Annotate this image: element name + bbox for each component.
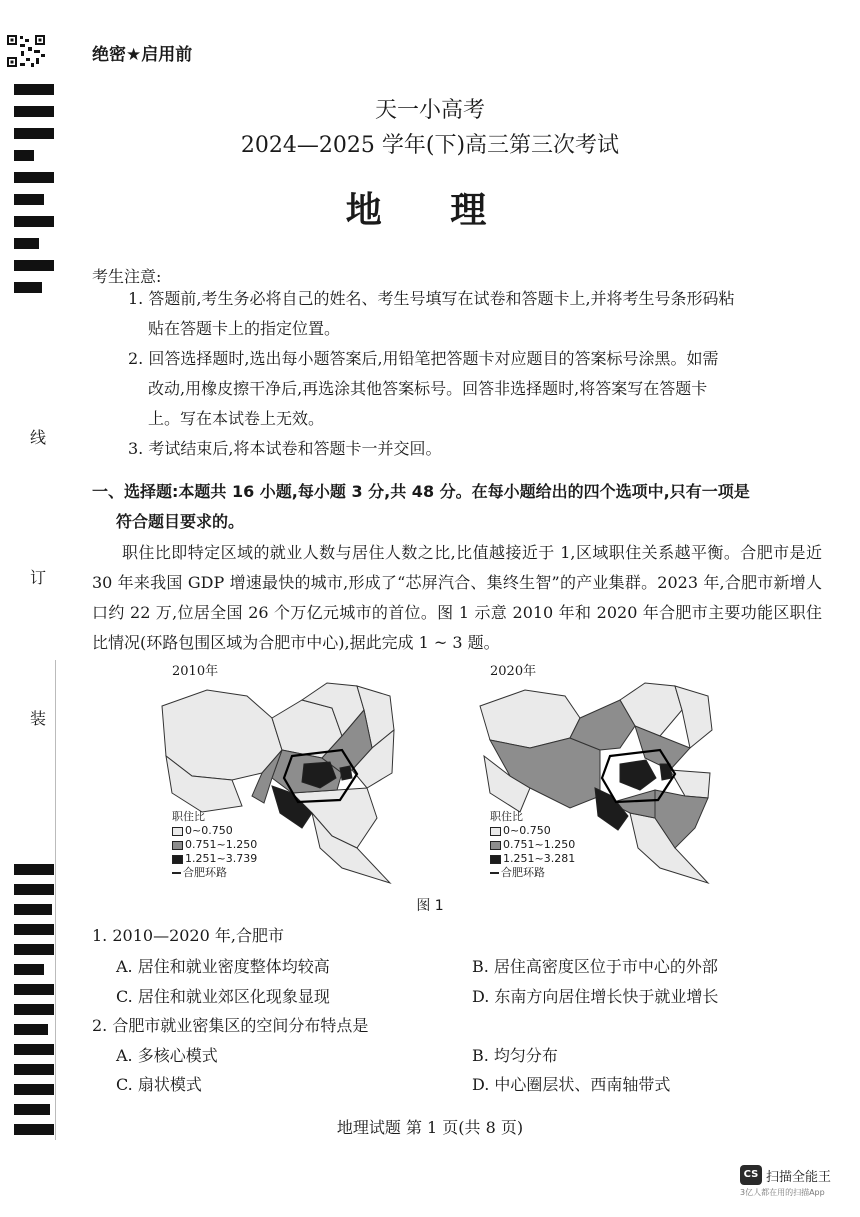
exam-organizer: 天一小高考 [374, 98, 485, 123]
notice-list [128, 284, 818, 464]
map-legend [172, 810, 257, 880]
notice-item-2-line2: 改动,用橡皮擦干净后,再选涂其他答案标号。回答非选择题时,将答案写在答题卡 [148, 379, 708, 398]
legend-title: 职住比 [490, 810, 523, 823]
notice-item-1-line1: 1. 答题前,考生务必将自己的姓名、考生号填写在试卷和答题卡上,并将考生号条形码粘 [128, 289, 735, 308]
legend-label: 1.251~3.281 [503, 852, 576, 865]
barcode-bar [14, 1004, 54, 1015]
exam-title: 2024—2025 学年(下)高三第三次考试 [240, 133, 620, 158]
question-2-option-d: D. 中心圈层状、西南轴带式 [472, 1075, 671, 1094]
question-stem-1: 1. 2010—2020 年,合肥市 [92, 926, 284, 945]
binding-label-order: 订 [30, 568, 47, 587]
question-intro-paragraph: 职住比即特定区域的就业人数与居住人数之比,比值越接近于 1,区域职住关系越平衡。合肥市是近 30 年来我国 GDP 增速最快的城市,形成了“芯屏汽合、集终生智”的产业集群。2023 年,合肥市新增人口约 22 万,位居全国 26 个万亿元城市的首位。图 1 示意 2010 年和 2020 年合肥市主要功能区职住比情况(环路包围区域为合肥市中心),据此完成 1 ~ 3 题。 [92, 543, 822, 652]
legend-item [490, 824, 575, 838]
notice-item [128, 344, 818, 434]
barcode-bar [14, 864, 54, 875]
figure-caption: 图 1 [416, 898, 444, 914]
section-heading-line2: 符合题目要求的。 [116, 512, 245, 531]
question-2-option-c: C. 扇状模式 [116, 1075, 202, 1094]
legend-label: 0~0.750 [185, 824, 233, 837]
legend-item [172, 852, 257, 866]
legend-label: 0.751~1.250 [185, 838, 258, 851]
legend-swatch-mid [490, 841, 501, 850]
legend-title: 职住比 [172, 810, 205, 823]
barcode-bar [14, 944, 54, 955]
legend-line-icon [172, 872, 181, 874]
notice-item-1-line2: 贴在答题卡上的指定位置。 [148, 319, 341, 338]
legend-swatch-mid [172, 841, 183, 850]
question-1-option-a: A. 居住和就业密度整体均较高 [116, 957, 330, 976]
legend-label: 合肥环路 [501, 866, 545, 879]
legend-item [172, 866, 257, 880]
barcode-bar [14, 984, 54, 995]
legend-item [490, 852, 575, 866]
notice-item-3-line1: 3. 考试结束后,将本试卷和答题卡一并交回。 [128, 439, 442, 458]
map-legend [490, 810, 575, 880]
watermark-logo [740, 1165, 850, 1185]
barcode-bar [14, 1104, 50, 1115]
barcode-bar [14, 964, 44, 975]
notice-item [128, 434, 818, 464]
legend-label: 1.251~3.739 [185, 852, 258, 865]
notice-item-2-line3: 上。写在本试卷上无效。 [148, 409, 325, 428]
section-heading [92, 477, 822, 537]
question-1-option-d: D. 东南方向居住增长快于就业增长 [472, 987, 719, 1006]
confidential-label: 绝密★启用前 [92, 45, 193, 65]
barcode-bar [14, 1024, 48, 1035]
notice-item-2-line1: 2. 回答选择题时,选出每小题答案后,用铅笔把答题卡对应题目的答案标号涂黑。如需 [128, 349, 719, 368]
legend-label: 合肥环路 [183, 866, 227, 879]
binding-label-bind: 装 [30, 709, 47, 728]
legend-item [490, 866, 575, 880]
legend-label: 0.751~1.250 [503, 838, 576, 851]
barcode-bar [14, 884, 54, 895]
question-2-option-a: A. 多核心模式 [116, 1046, 218, 1065]
legend-label: 0~0.750 [503, 824, 551, 837]
legend-item [490, 838, 575, 852]
legend-swatch-low [490, 827, 501, 836]
scanner-watermark [740, 1165, 850, 1198]
legend-item [172, 838, 257, 852]
barcode-bar [14, 1084, 54, 1095]
legend-line-icon [490, 872, 499, 874]
barcode-bar [14, 238, 39, 249]
watermark-tagline: 3亿人都在用的扫描App [740, 1188, 825, 1197]
question-2-option-b: B. 均匀分布 [472, 1046, 558, 1065]
legend-swatch-high [490, 855, 501, 864]
page-footer: 地理试题 第 1 页(共 8 页) [336, 1118, 524, 1137]
subject-title: 地 理 [345, 190, 515, 231]
question-1-option-b: B. 居住高密度区位于市中心的外部 [472, 957, 718, 976]
section-heading-line1: 一、选择题:本题共 16 小题,每小题 3 分,共 48 分。在每小题给出的四个选项中,只有一项是 [92, 482, 750, 501]
barcode-bar [14, 282, 42, 293]
legend-swatch-high [172, 855, 183, 864]
map-year-label: 2010年 [172, 664, 219, 679]
map-2010 [152, 660, 402, 885]
map-2020 [470, 660, 720, 885]
cs-logo-icon: CS [740, 1165, 762, 1185]
legend-swatch-low [172, 827, 183, 836]
notice-item [128, 284, 818, 344]
barcode-bar [14, 260, 54, 271]
map-year-label: 2020年 [490, 664, 537, 679]
qr-code-icon [6, 34, 46, 68]
barcode-bar [14, 1044, 54, 1055]
binding-label-line: 线 [30, 428, 47, 447]
legend-item [172, 824, 257, 838]
notice-heading: 考生注意: [92, 267, 162, 286]
question-1-option-c: C. 居住和就业郊区化现象显现 [116, 987, 330, 1006]
watermark-app-name: 扫描全能王 [766, 1169, 832, 1185]
question-stem-2: 2. 合肥市就业密集区的空间分布特点是 [92, 1016, 369, 1035]
barcode-bar [14, 1064, 54, 1075]
barcode-bar [14, 924, 54, 935]
